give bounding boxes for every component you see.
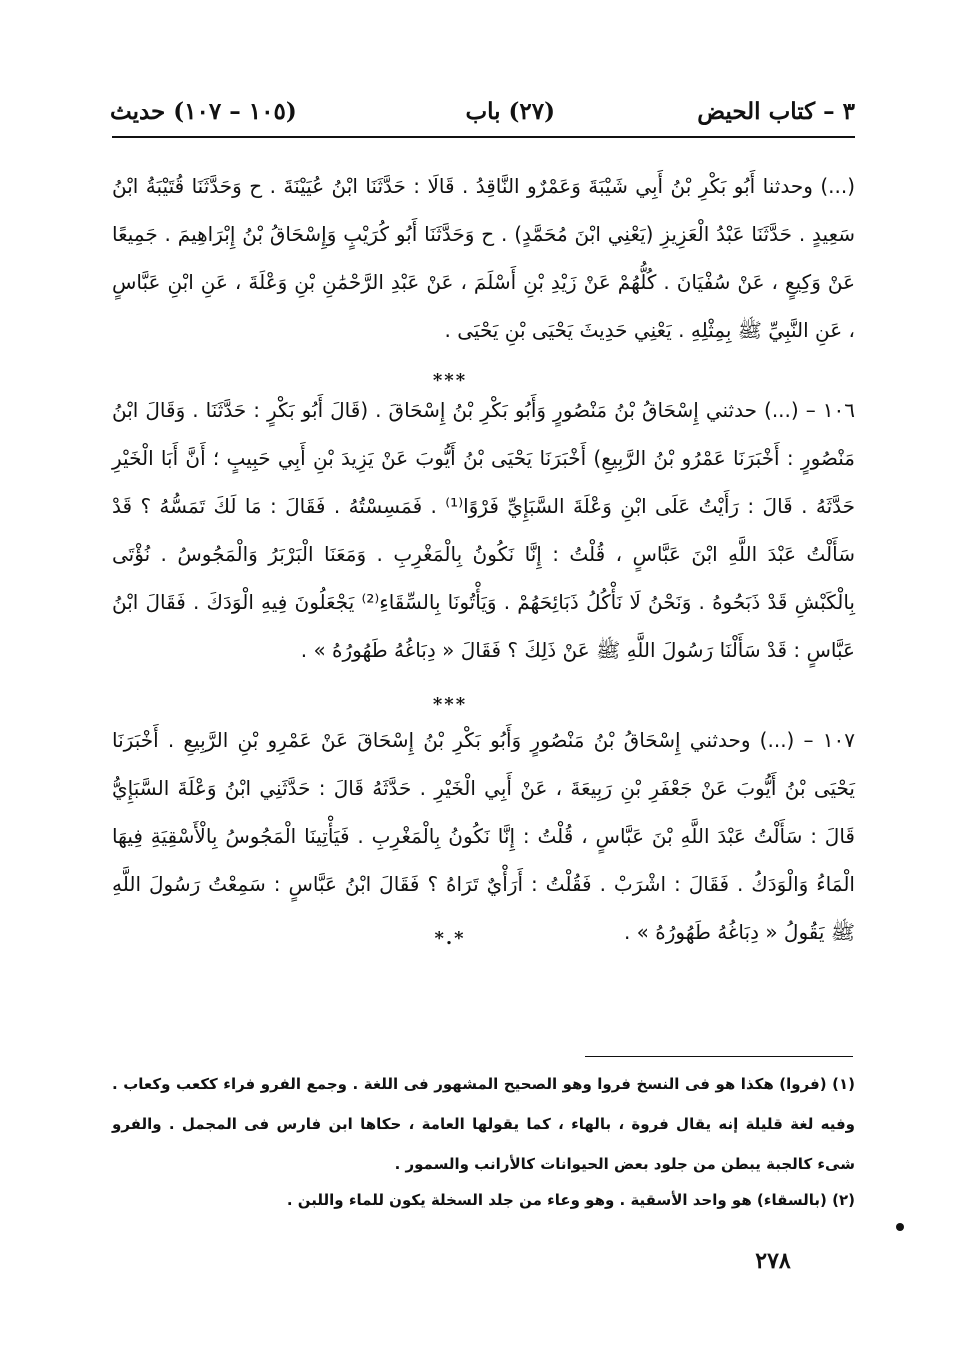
footnote-1: (١) (فروا) هكذا هو فى النسخ فروا وهو الصحيح المشهور فى اللغة . وجمع الفرو فراء ككعب وكعاب . وفيه لغة قليلة إنه يقال فروة ، بالهاء ، كما يقولها العامة ، حكاها ابن فارس فى المجمل . والفرو شىء كالجبة يبطن من جلود بعض الحيوانات كالأرانب والسمور . <box>112 1075 855 1173</box>
chapter-title: ٣ – كتاب الحيض <box>697 98 855 125</box>
hadith-range: (١٠٥ – ١٠٧) حديث <box>110 98 297 125</box>
margin-dot <box>896 1223 904 1231</box>
section-title: (٢٧) باب <box>465 98 555 125</box>
header-rule <box>112 136 855 138</box>
page-number: ٢٧٨ <box>755 1248 791 1274</box>
footnote-2: (٢) (بالسقاء) هو واحد الأسقية . وهو وعاء من جلد السخلة يكون للماء واللبن . <box>286 1191 855 1209</box>
section-separator: *** <box>432 694 468 715</box>
running-header <box>110 94 855 140</box>
end-ornament: *.* <box>434 928 466 949</box>
hadith-paragraph-1: (...) وحدثنا أَبُو بَكْرِ بْنُ أَبِي شَيْبَةَ وَعَمْرٌو النَّاقِدُ . قَالَا : حَدَّثَنَا ابْنُ عُيَيْنَةَ . ح وَحَدَّثَنَا قُتَيْبَةُ ابْنُ سَعِيدٍ . حَدَّثَنَا عَبْدُ الْعَزِيزِ (يَعْنِي ابْنَ مُحَمَّدٍ) . ح وَحَدَّثَنَا أَبُو كُرَيْبٍ وَإِسْحَاقُ بْنُ إِبْرَاهِيمَ . جَمِيعًا عَنْ وَكِيعٍ ، عَنْ سُفْيَانَ . كُلُّهُمْ عَنْ زَيْدِ بْنِ أَسْلَمَ ، عَنْ عَبْدِ الرَّحْمَٰنِ بْنِ وَعْلَةَ ، عَنِ ابْنِ عَبَّاسٍ ، عَنِ النَّبِيِّ ﷺ بِمِثْلِهِ . يَعْنِي حَدِيثَ يَحْيَى بْنِ يَحْيَى . <box>112 174 855 342</box>
hadith-paragraph-107: ١٠٧ – (...) وحدثني إِسْحَاقُ بْنُ مَنْصُورٍ وَأَبُو بَكْرِ بْنُ إِسْحَاقَ عَنْ عَمْرِو بْنِ الرَّبِيعِ . أَخْبَرَنَا يَحْيَى بْنُ أَيُّوبَ عَنْ جَعْفَرِ بْنِ رَبِيعَةَ ، عَنْ أَبِي الْخَيْرِ . حَدَّثَهُ قَالَ : حَدَّثَنِي ابْنُ وَعْلَةَ السَّبَإِيُّ قَالَ : سَأَلْتُ عَبْدَ اللَّهِ بْنَ عَبَّاسٍ ، قُلْتُ : إِنَّا نَكُونُ بِالْمَغْرِبِ . فَيَأْتِينَا الْمَجُوسُ بِالْأَسْقِيَةِ فِيهَا الْمَاءُ وَالْوَدَكُ . فَقَالَ : اشْرَبْ . فَقُلْتُ : أَرَأْيٌ تَرَاهُ ؟ فَقَالَ ابْنُ عَبَّاسٍ : سَمِعْتُ رَسُولَ اللَّهِ ﷺ يَقُولُ « دِبَاغُهُ طَهُورُهُ » . <box>112 728 855 944</box>
footnote-rule <box>585 1056 853 1057</box>
section-separator: *** <box>432 370 468 391</box>
hadith-paragraph-106: ١٠٦ – (...) حدثني إِسْحَاقُ بْنُ مَنْصُورٍ وَأَبُو بَكْرِ بْنُ إِسْحَاقَ . (قَالَ أَبُو بَكْرٍ : حَدَّثَنَا . وَقَالَ ابْنُ مَنْصُورٍ : أَخْبَرَنَا عَمْرُو بْنُ الرَّبِيعِ) أَخْبَرَنَا يَحْيَى بْنُ أَيُّوبَ عَنْ يَزِيدَ بْنِ أَبِي حَبِيبٍ ؛ أَنَّ أَبَا الْخَيْرِ حَدَّثَهُ . قَالَ : رَأَيْتُ عَلَى ابْنِ وَعْلَةَ السَّبَإِيِّ فَرْوًا⁽¹⁾ . فَمَسِسْتُهُ . فَقَالَ : مَا لَكَ تَمَسُّهُ ؟ قَدْ سَأَلْتُ عَبْدَ اللَّهِ ابْنَ عَبَّاسٍ ، قُلْتُ : إِنَّا نَكُونُ بِالْمَغْرِبِ . وَمَعَنَا الْبَرْبَرُ وَالْمَجُوسُ . نُؤْتَى بِالْكَبْشِ قَدْ ذَبَحُوهُ . وَنَحْنُ لَا نَأْكُلُ ذَبَائِحَهُمْ . وَيَأْتُونَا بِالسِّقَاءِ⁽²⁾ يَجْعَلُونَ فِيهِ الْوَدَكَ . فَقَالَ ابْنُ عَبَّاسٍ : قَدْ سَأَلْنَا رَسُولَ اللَّهِ ﷺ عَنْ ذَلِكَ ؟ فَقَالَ « دِبَاغُهُ طَهُورُهُ » . <box>112 398 855 662</box>
